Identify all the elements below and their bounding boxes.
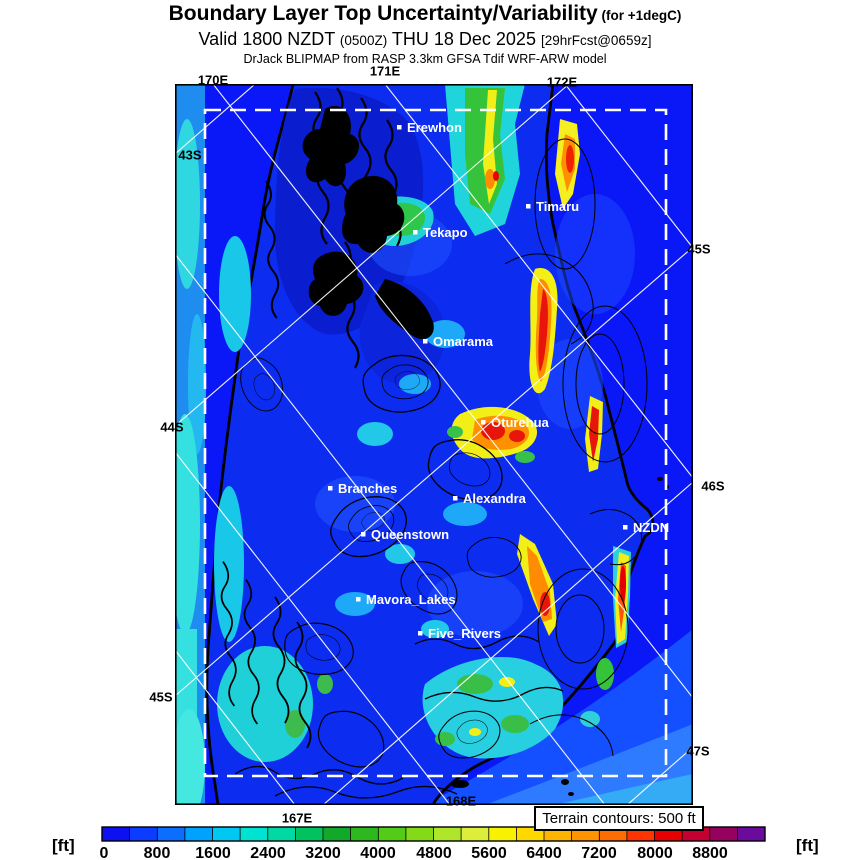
svg-text:8800: 8800 — [692, 845, 728, 860]
unit-label-right: [ft] — [796, 836, 819, 855]
svg-text:1600: 1600 — [195, 845, 231, 860]
svg-text:5600: 5600 — [471, 845, 507, 860]
city-dot — [413, 230, 418, 235]
lat-label-43S: 43S — [178, 147, 202, 163]
city-dot — [453, 496, 458, 501]
terrain-contours-note: Terrain contours: 500 ft — [534, 806, 704, 831]
city-label: Alexandra — [463, 491, 526, 506]
svg-text:8000: 8000 — [637, 845, 673, 860]
city-five-rivers[interactable] — [418, 626, 501, 641]
unit-label-left: [ft] — [52, 836, 75, 855]
city-branches[interactable] — [328, 481, 397, 496]
city-label: Five_Rivers — [428, 626, 501, 641]
svg-text:0: 0 — [99, 845, 109, 860]
lon-label-167E: 167E — [281, 810, 313, 826]
city-label: Queenstown — [371, 527, 450, 542]
svg-text:7200: 7200 — [581, 845, 617, 860]
city-dot — [356, 597, 361, 602]
city-mavora-lakes[interactable] — [356, 592, 456, 607]
colorbar-ticks — [100, 845, 728, 860]
lat-label-44S: 44S — [160, 419, 184, 435]
title-suffix: (for +1degC) — [597, 8, 682, 23]
forecast-ref: [29hrFcst@0659z] — [540, 33, 652, 48]
svg-text:4800: 4800 — [416, 845, 452, 860]
city-dot — [481, 420, 486, 425]
city-label: Mavora_Lakes — [366, 592, 456, 607]
city-alexandra[interactable] — [453, 491, 527, 506]
valid-line — [0, 28, 850, 52]
city-label: NZDN — [633, 520, 670, 535]
valid-prefix: Valid 1800 NZDT — [198, 29, 340, 49]
city-dot — [526, 204, 531, 209]
city-label: Branches — [338, 481, 398, 496]
model-line: DrJack BLIPMAP from RASP 3.3km GFSA Tdif WRF-ARW model — [243, 52, 607, 66]
city-label: Erewhon — [407, 120, 462, 135]
city-dot — [623, 525, 628, 530]
city-label: Oturehua — [491, 415, 549, 430]
city-oturehua[interactable] — [481, 415, 550, 430]
svg-text:6400: 6400 — [526, 845, 562, 860]
city-dot — [418, 631, 423, 636]
forecast-map[interactable] — [175, 84, 693, 805]
city-label: Omarama — [433, 334, 493, 349]
lat-label-47S: 47S — [686, 743, 710, 759]
city-dot — [328, 486, 333, 491]
svg-text:4000: 4000 — [360, 845, 396, 860]
lon-label-171E: 171E — [369, 63, 401, 79]
svg-text:3200: 3200 — [305, 845, 341, 860]
city-queenstown[interactable] — [361, 527, 449, 542]
lon-label-172E: 172E — [546, 74, 578, 90]
lat-label-45S-right: 45S — [687, 241, 711, 257]
city-label: Tekapo — [423, 225, 468, 240]
city-omarama[interactable] — [423, 334, 494, 349]
header — [0, 2, 850, 67]
lat-label-45S-left: 45S — [149, 689, 173, 705]
city-dot — [361, 532, 366, 537]
lon-label-168E: 168E — [445, 793, 477, 809]
city-label: Timaru — [536, 199, 580, 214]
city-dot — [397, 125, 402, 130]
valid-date: THU 18 Dec 2025 — [387, 29, 541, 49]
city-erewhon[interactable] — [397, 120, 462, 135]
lat-label-46S: 46S — [701, 478, 725, 494]
colorbar — [0, 818, 850, 860]
lon-label-170E: 170E — [197, 72, 229, 88]
west-ocean-bands — [175, 84, 206, 805]
city-dot — [423, 339, 428, 344]
svg-text:2400: 2400 — [250, 845, 286, 860]
page-title — [0, 2, 850, 28]
title-main: Boundary Layer Top Uncertainty/Variability — [168, 2, 598, 25]
valid-utc: (0500Z) — [339, 33, 388, 48]
svg-text:800: 800 — [143, 845, 171, 860]
